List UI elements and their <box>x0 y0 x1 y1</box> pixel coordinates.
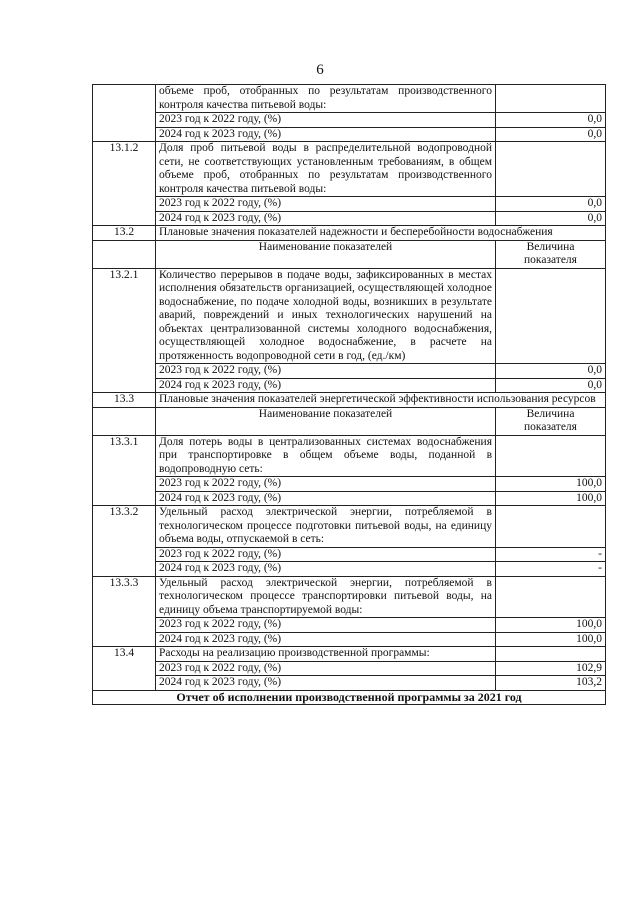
section-heading-row <box>93 226 606 241</box>
report-title: Отчет об исполнении производственной программы за 2021 год <box>93 690 606 705</box>
indicator-year-row <box>93 211 606 226</box>
year-value: - <box>496 547 606 562</box>
column-header-row <box>93 240 606 268</box>
indicator-year-row <box>93 364 606 379</box>
year-value: 0,0 <box>496 211 606 226</box>
indicator-description: Расходы на реализацию производственной программы: <box>156 647 496 662</box>
empty-cell <box>93 407 156 435</box>
indicator-year-row <box>93 562 606 577</box>
column-header-name: Наименование показателей <box>156 407 496 435</box>
section-number: 13.2 <box>93 226 156 241</box>
indicator-text-row <box>93 142 606 197</box>
indicator-value <box>496 576 606 618</box>
indicator-year-row <box>93 113 606 128</box>
year-label: 2024 год к 2023 году, (%) <box>156 491 496 506</box>
year-value: 100,0 <box>496 618 606 633</box>
column-header-name: Наименование показателей <box>156 240 496 268</box>
indicator-year-row <box>93 378 606 393</box>
indicator-number: 13.2.1 <box>93 268 156 393</box>
indicator-year-row <box>93 197 606 212</box>
year-label: 2024 год к 2023 году, (%) <box>156 378 496 393</box>
year-value: 0,0 <box>496 364 606 379</box>
indicator-year-row <box>93 661 606 676</box>
indicator-description: объеме проб, отобранных по результатам производственного контроля качества питьевой воды: <box>156 85 496 113</box>
column-header-row <box>93 407 606 435</box>
indicators-table <box>92 84 606 705</box>
section-heading-row <box>93 393 606 408</box>
indicator-number: 13.3.3 <box>93 576 156 647</box>
year-label: 2024 год к 2023 году, (%) <box>156 562 496 577</box>
year-value: 0,0 <box>496 197 606 212</box>
year-label: 2023 год к 2022 году, (%) <box>156 547 496 562</box>
indicator-year-row <box>93 127 606 142</box>
year-label: 2024 год к 2023 году, (%) <box>156 676 496 691</box>
year-value: 0,0 <box>496 378 606 393</box>
indicator-text-row <box>93 435 606 477</box>
year-value: 100,0 <box>496 632 606 647</box>
indicator-year-row <box>93 632 606 647</box>
table-footer-row <box>93 690 606 705</box>
section-title: Плановые значения показателей энергетической эффективности использования ресурсов <box>156 393 606 408</box>
indicator-number: 13.3.1 <box>93 435 156 506</box>
indicator-year-row <box>93 618 606 633</box>
indicator-value <box>496 142 606 197</box>
year-label: 2023 год к 2022 году, (%) <box>156 364 496 379</box>
indicator-description: Удельный расход электрической энергии, потребляемой в технологическом процессе транспортировки питьевой воды, на единицу объема транспортируемой воды: <box>156 576 496 618</box>
page-number: 6 <box>316 62 324 78</box>
indicator-text-row <box>93 85 606 113</box>
indicator-year-row <box>93 547 606 562</box>
year-label: 2023 год к 2022 году, (%) <box>156 618 496 633</box>
year-value: - <box>496 562 606 577</box>
section-number: 13.3 <box>93 393 156 408</box>
indicator-text-row <box>93 576 606 618</box>
year-label: 2023 год к 2022 году, (%) <box>156 197 496 212</box>
indicator-description: Удельный расход электрической энергии, потребляемой в технологическом процессе подготовки питьевой воды, на единицу объема воды, отпускаемой в сеть: <box>156 506 496 548</box>
column-header-value: Величина показателя <box>496 407 606 435</box>
indicators-table-body <box>93 85 606 691</box>
empty-cell <box>93 240 156 268</box>
year-label: 2024 год к 2023 году, (%) <box>156 632 496 647</box>
indicator-year-row <box>93 477 606 492</box>
indicator-description: Доля проб питьевой воды в распределительной водопроводной сети, не соответствующих установленным требованиям, в общем объеме проб, отобранных по результатам производственного контроля качества питьевой воды: <box>156 142 496 197</box>
column-header-value: Величина показателя <box>496 240 606 268</box>
indicator-number: 13.4 <box>93 647 156 691</box>
indicator-value <box>496 435 606 477</box>
indicator-description: Доля потерь воды в централизованных системах водоснабжения при транспортировке в общем объеме воды, поданной в водопроводную сеть: <box>156 435 496 477</box>
indicator-text-row <box>93 506 606 548</box>
year-label: 2023 год к 2022 году, (%) <box>156 661 496 676</box>
year-value: 100,0 <box>496 477 606 492</box>
indicator-text-row <box>93 268 606 364</box>
year-label: 2024 год к 2023 году, (%) <box>156 211 496 226</box>
indicator-number <box>93 85 156 142</box>
year-value: 100,0 <box>496 491 606 506</box>
year-value: 0,0 <box>496 127 606 142</box>
indicator-value <box>496 85 606 113</box>
year-value: 103,2 <box>496 676 606 691</box>
indicator-value <box>496 268 606 364</box>
indicator-description: Количество перерывов в подаче воды, зафиксированных в местах исполнения обязательств организацией, осуществляющей холодное водоснабжение, по подаче холодной воды, возникших в результате аварий, повреждений и иных технологических нарушений на объектах централизованной системы холодного водоснабжения, осуществляющей холодное водоснабжение, в расчете на протяженность водопроводной сети в год, (ед./км) <box>156 268 496 364</box>
indicator-number: 13.1.2 <box>93 142 156 226</box>
year-value: 102,9 <box>496 661 606 676</box>
indicator-value <box>496 506 606 548</box>
indicator-year-row <box>93 491 606 506</box>
section-title: Плановые значения показателей надежности и бесперебойности водоснабжения <box>156 226 606 241</box>
indicator-value <box>496 647 606 662</box>
year-value: 0,0 <box>496 113 606 128</box>
year-label: 2023 год к 2022 году, (%) <box>156 113 496 128</box>
year-label: 2023 год к 2022 году, (%) <box>156 477 496 492</box>
indicator-year-row <box>93 676 606 691</box>
indicator-number: 13.3.2 <box>93 506 156 577</box>
year-label: 2024 год к 2023 году, (%) <box>156 127 496 142</box>
indicator-text-row <box>93 647 606 662</box>
